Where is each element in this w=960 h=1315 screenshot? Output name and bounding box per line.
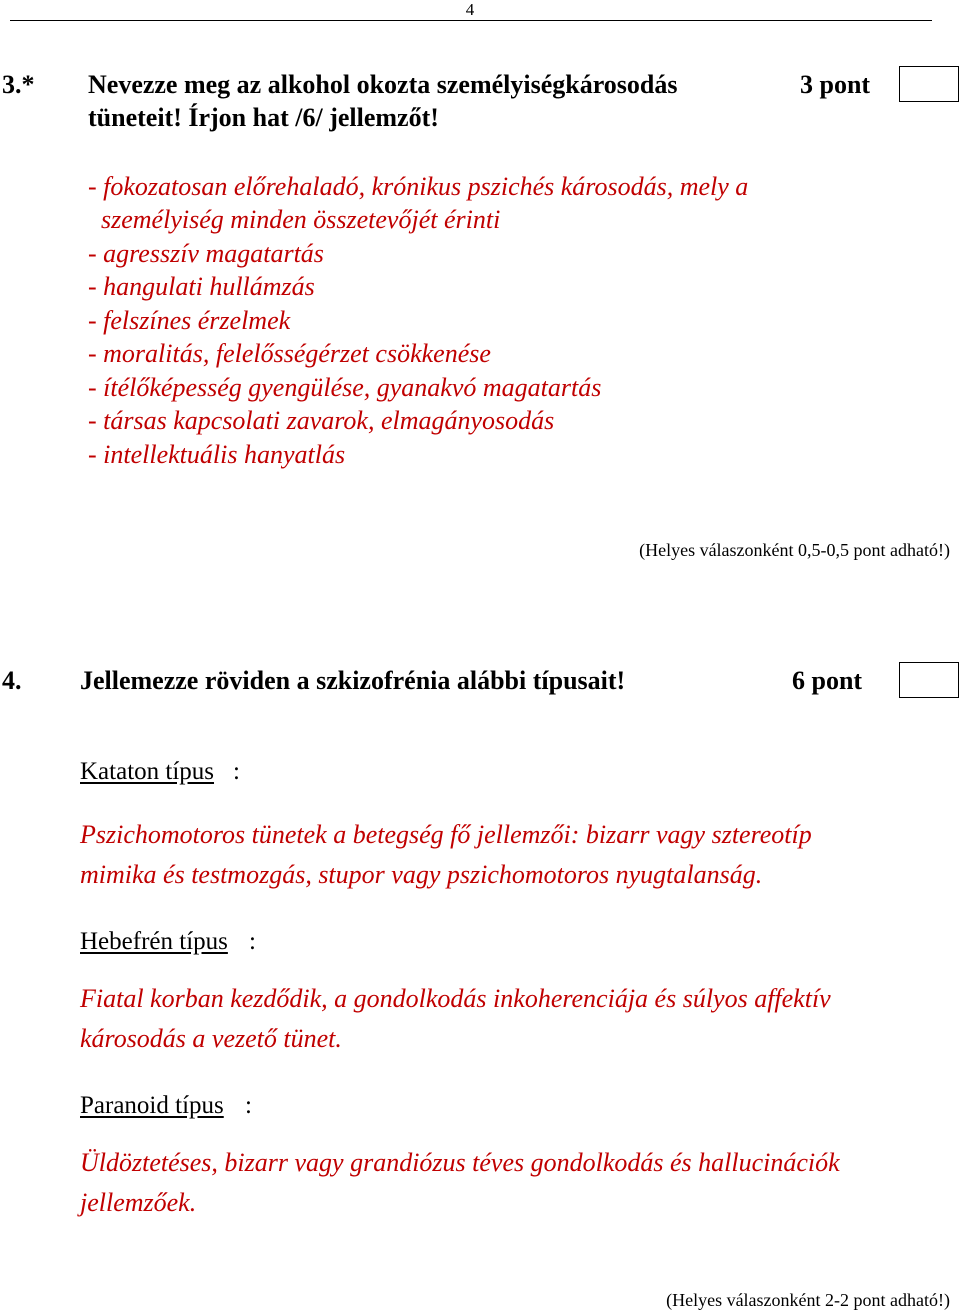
question-4-points: 6 pont [792, 666, 863, 695]
question-4-scoring-note: (Helyes válaszonként 2-2 pont adható!) [666, 1290, 950, 1310]
answer-line: - ítélőképesség gyengülése, gyanakvó magatartás [88, 373, 602, 402]
page-number: 4 [465, 0, 475, 19]
question-3-title-line-1: Nevezze meg az alkohol okozta személyiségkárosodás [88, 70, 678, 99]
question-3-scoring-note: (Helyes válaszonként 0,5-0,5 pont adható!) [639, 540, 950, 560]
label-colon: : [233, 758, 240, 785]
answer-line: - moralitás, felelősségérzet csökkenése [88, 339, 491, 368]
label-colon: : [249, 928, 256, 955]
type-answer-line: jellemzőek. [80, 1188, 197, 1217]
type-answer-line: Fiatal korban kezdődik, a gondolkodás inkoherenciája és súlyos affektív [80, 984, 831, 1013]
answer-line: - fokozatosan előrehaladó, krónikus pszichés károsodás, mely a [88, 172, 749, 201]
type-label-paranoid: Paranoid típus [80, 1092, 224, 1119]
question-3-score-box[interactable] [899, 66, 959, 102]
type-label-kataton: Kataton típus [80, 758, 215, 785]
question-3-title-line-2: tüneteit! Írjon hat /6/ jellemzőt! [88, 103, 439, 132]
question-3-number: 3.* [2, 70, 35, 99]
answer-line: - intellektuális hanyatlás [88, 440, 346, 469]
label-colon: : [245, 1092, 252, 1119]
question-4-title: Jellemezze röviden a szkizofrénia alábbi típusait! [80, 666, 626, 695]
type-answer-line: károsodás a vezető tünet. [80, 1024, 342, 1053]
type-answer-line: mimika és testmozgás, stupor vagy pszichomotoros nyugtalanság. [80, 860, 763, 889]
answer-line: - hangulati hullámzás [88, 272, 315, 301]
answer-line: személyiség minden összetevőjét érinti [101, 205, 501, 234]
answer-line: - agresszív magatartás [88, 239, 324, 268]
question-3-points: 3 pont [800, 70, 871, 99]
answer-line: - társas kapcsolati zavarok, elmagányosodás [88, 406, 555, 435]
type-answer-line: Pszichomotoros tünetek a betegség fő jellemzői: bizarr vagy sztereotíp [80, 820, 812, 849]
type-answer-line: Üldöztetéses, bizarr vagy grandiózus téves gondolkodás és hallucinációk [80, 1148, 840, 1177]
question-4-number: 4. [2, 666, 22, 695]
question-4-score-box[interactable] [899, 662, 959, 698]
answer-line: - felszínes érzelmek [88, 306, 291, 335]
header-divider [10, 20, 932, 21]
type-label-hebefren: Hebefrén típus [80, 928, 228, 955]
